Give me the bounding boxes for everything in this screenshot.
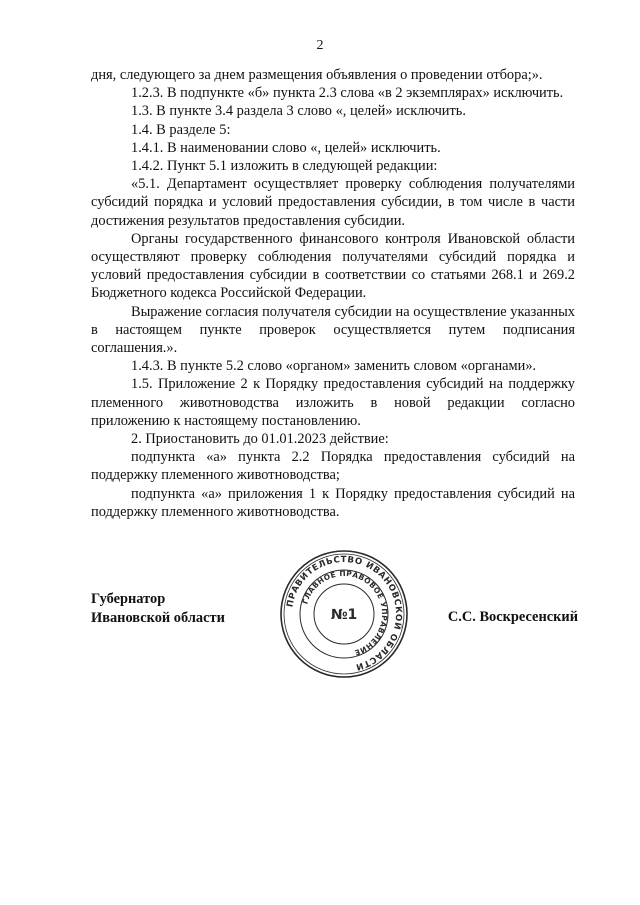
paragraph: 2. Приостановить до 01.01.2023 действие: [131, 431, 389, 448]
paragraph: подпункта «а» пункта 2.2 Порядка предоставления субсидий на поддержку племенного животноводства; [91, 449, 575, 484]
paragraph: «5.1. Департамент осуществляет проверку соблюдения получателями субсидий порядка и условий предоставления субсидии, в том числе в части достижения результатов предоставления субсидии. [91, 176, 575, 229]
paragraph: 1.4.3. В пункте 5.2 слово «органом» заменить словом «органами». [131, 358, 537, 375]
paragraph: 1.2.3. В подпункте «б» пункта 2.3 слова «в 2 экземплярах» исключить. [131, 85, 564, 102]
document-body [91, 66, 575, 521]
stamp-inner-text: ГЛАВНОЕ ПРАВОВОЕ УПРАВЛЕНИЕ [300, 568, 390, 658]
signatory-title [91, 590, 225, 628]
signatory-title-line2: Ивановской области [91, 610, 225, 626]
paragraph: 1.5. Приложение 2 к Порядку предоставления субсидий на поддержку племенного животноводства изложить в новой редакции согласно приложению к настоящему постановлению. [91, 376, 575, 429]
paragraph: подпункта «а» приложения 1 к Порядку предоставления субсидий на поддержку племенного животноводства. [91, 485, 575, 520]
stamp-outer-text: ПРАВИТЕЛЬСТВО ИВАНОВСКОЙ ОБЛАСТИ [285, 554, 404, 672]
paragraph: Органы государственного финансового контроля Ивановской области осуществляют проверку соблюдения получателями субсидий порядка и условий предоставления субсидии в соответствии со статьями 268.1 и 269.2 Бюджетного кодекса Российской Федерации. [91, 230, 575, 302]
paragraph: 1.4.2. Пункт 5.1 изложить в следующей редакции: [131, 158, 438, 175]
signatory-name: С.С. Воскресенский [447, 609, 578, 625]
paragraph: 1.3. В пункте 3.4 раздела 3 слово «, целей» исключить. [131, 103, 466, 120]
stamp-center-text: №1 [330, 607, 358, 623]
paragraph: Выражение согласия получателя субсидии на осуществление указанных в настоящем пункте проверок осуществляется путем подписания соглашения.». [91, 303, 575, 357]
signatory-title-line1: Губернатор [91, 591, 166, 607]
paragraph: дня, следующего за днем размещения объявления о проведении отбора;». [91, 67, 543, 83]
paragraph: 1.4. В разделе 5: [131, 121, 231, 138]
official-stamp [277, 547, 411, 681]
page-number: 2 [316, 38, 324, 53]
paragraph: 1.4.1. В наименовании слово «, целей» исключить. [131, 139, 441, 156]
